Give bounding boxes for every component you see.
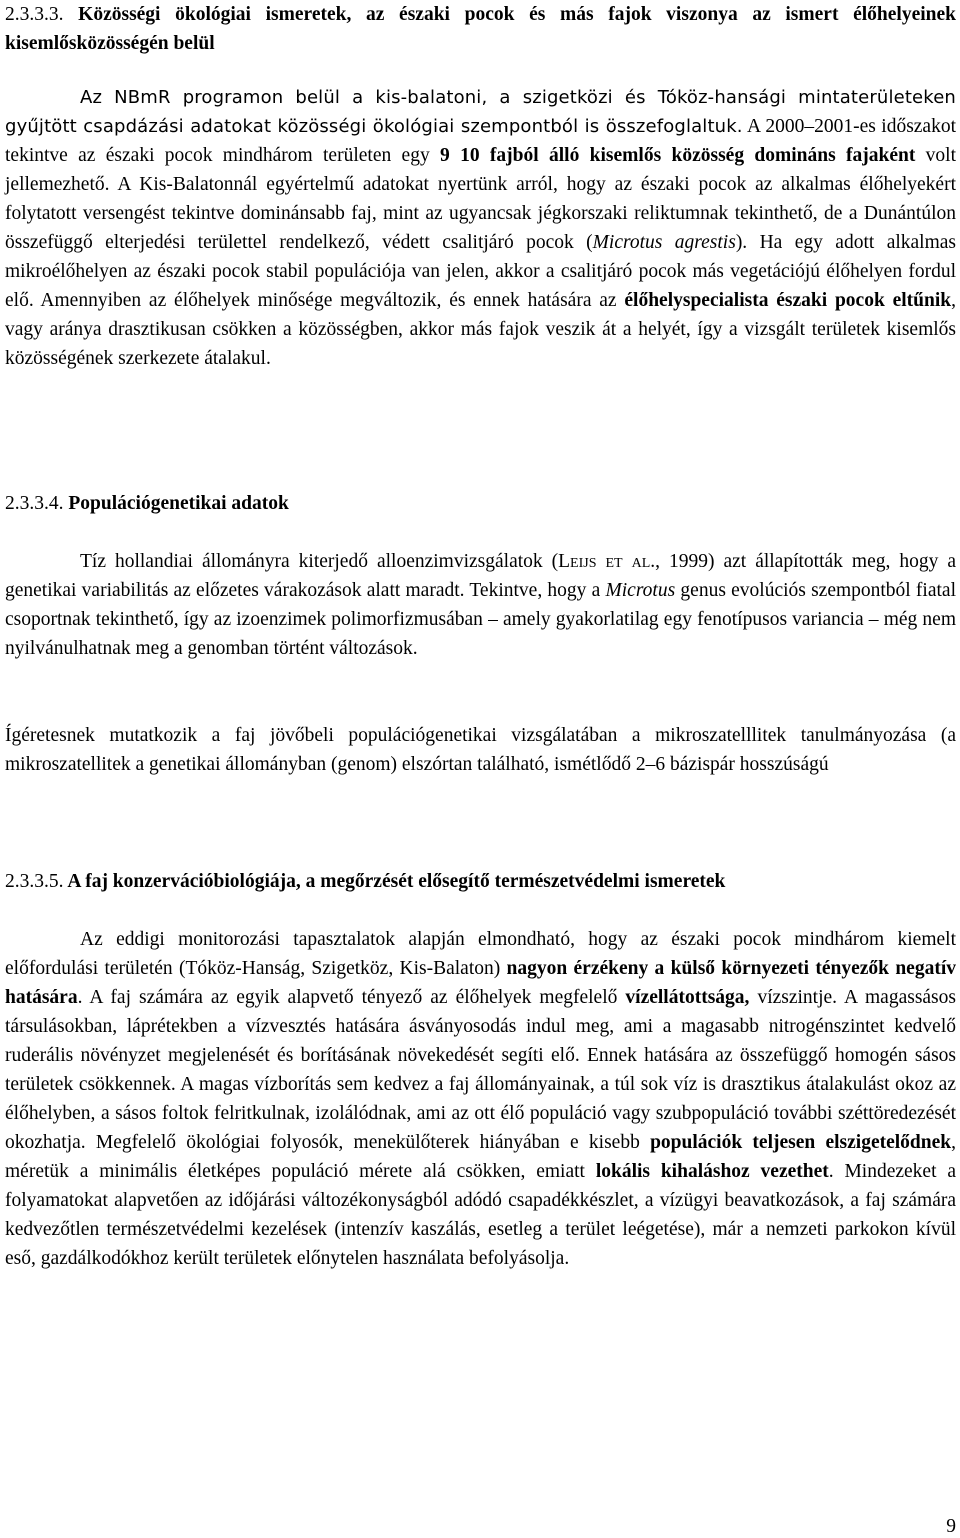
- text-run: Az eddigi monitorozási tapasztalatok alapján elmondható, hogy az északi pocok mindhárom kiemelt előfordulási területén (Tóköz-Hanság, Szigetköz, Kis-Balaton): [5, 929, 956, 979]
- bold-run: nagyon érzékeny a külső környezeti tényezők negatív hatására: [5, 958, 956, 1008]
- text-run: vízszintje. A magassásos társulásokban, láprétekben a vízvesztés hatására ásványosodás indul meg, ami a magasabb nitrogénszintet kedvelő ruderális növényzet megjelenését és borításának növekedését segíti elő. Ennek hatására az összefüggő homogén sásos területek csökkennek. A magas vízborítás sem kedvez a faj állományainak, a túl sok víz is drasztikus átalakulást okoz az élőhelyben, a sásos foltok felritkulnak, izolálódnak, ami az ott élő populáció vagy szubpopuláció további széttöredezését okozhatja. Megfelelő ökológiai folyosók, menekülőterek hiányában e kisebb: [5, 987, 956, 1153]
- text-run: Ígéretesnek mutatkozik a faj jövőbeli populációgenetikai vizsgálatában a mikroszatelllitek tanulmányozása (a mikroszatellitek a genetikai állományban (genom) elszórtan található, ismétlődő 2–6 bázispár hosszúságú: [5, 725, 956, 775]
- italic-genus-name: Microtus: [605, 580, 676, 601]
- text-run: , 1999) azt állapították meg, hogy a genetikai variabilitás az előzetes várakozások alatt maradt. Tekintve, hogy a: [5, 551, 956, 601]
- paragraph-microsatellites: [5, 721, 956, 779]
- text-run: , vagy aránya drasztikusan csökken a közösségben, akkor más fajok veszik át a helyét, így a vizsgált területek kisemlős közösségének szerkezete átalakul.: [5, 290, 956, 369]
- section-number: 2.3.3.3.: [5, 4, 64, 25]
- citation-authors: Leijs et al.: [558, 551, 656, 572]
- text-run: A 2000–2001-es időszakot tekintve az északi pocok mindhárom területen egy: [5, 116, 957, 166]
- text-run: genus evolúciós szempontból fiatal csoportnak tekinthető, így az izoenzimek polimorfizmusában – amely gyakorlatilag egy fenotípusos variancia – még nem nyilvánulhatnak meg a genomban történt változások.: [5, 580, 956, 659]
- text-run: volt jellemezhető. A Kis-Balatonnál egyértelmű adatokat nyertünk arról, hogy az északi pocok az alkalmas élőhelyekért folytatott versengést tekintve dominánsabb faj, mint az ugyancsak jégkorszaki reliktumnak tekinthető, de a Dunántúlon összefüggő elterjedési területtel rendelkező, védett csalitjáró pocok (: [5, 145, 956, 253]
- section-title: A faj konzervációbiológiája, a megőrzését elősegítő természetvédelmi ismeretek: [67, 871, 726, 892]
- section-heading-2-3-3-4: [5, 489, 956, 518]
- section-number: 2.3.3.5.: [5, 871, 64, 892]
- page-number: 9: [946, 1516, 956, 1537]
- section-heading-2-3-3-3: [5, 0, 956, 58]
- paragraph-population-genetics: [5, 547, 956, 663]
- bold-run: lokális kihaláshoz vezethet: [595, 1161, 829, 1182]
- text-run: Tíz hollandiai állományra kiterjedő alloenzimvizsgálatok (: [80, 551, 559, 572]
- section-number: 2.3.3.4.: [5, 493, 64, 514]
- section-heading-2-3-3-5: [5, 867, 956, 896]
- paragraph-community-ecology: [5, 83, 956, 373]
- text-run: Az NBmR programon belül a kis-balatoni, a szigetközi és Tóköz-hansági mintaterületeken gyűjtött csapdázási adatokat közösségi ökológiai szempontból is összefoglaltuk.: [5, 87, 956, 137]
- bold-run: vízellátottsága,: [625, 987, 750, 1008]
- section-title: Közösségi ökológiai ismeretek, az északi pocok és más fajok viszonya az ismert élőhelyeinek kisemlősközösségén belül: [5, 4, 956, 54]
- bold-run: 9 10 fajból álló kisemlős közösség domináns fajaként: [440, 145, 916, 166]
- section-title: Populációgenetikai adatok: [68, 493, 289, 514]
- text-run: . Mindezeket a folyamatokat alapvetően az időjárási változékonyságból adódó csapadékkészlet, a vízügyi beavatkozások, a faj számára kedvezőtlen természetvédelmi kezelések (intenzív kaszálás, esetleg a terület leégetése), már a nemzeti parkokon kívül eső, gazdálkodókhoz került területek előnytelen használata befolyásolja.: [5, 1161, 956, 1269]
- italic-species-name: Microtus agrestis: [592, 232, 736, 253]
- text-run: ). Ha egy adott alkalmas mikroélőhelyen az északi pocok stabil populációja van jelen, akkor a csalitjáró pocok más vegetációjú élőhelyen fordul elő. Amennyiben az élőhelyek minősége megváltozik, és ennek hatására az: [5, 232, 956, 311]
- bold-run: populációk teljesen elszigetelődnek: [650, 1132, 952, 1153]
- bold-run: élőhelyspecialista északi pocok eltűnik: [624, 290, 952, 311]
- text-run: , méretük a minimális életképes populáció mérete alá csökken, emiatt: [5, 1132, 956, 1182]
- paragraph-conservation-biology: [5, 925, 956, 1273]
- text-run: . A faj számára az egyik alapvető tényező az élőhelyek megfelelő: [77, 987, 626, 1008]
